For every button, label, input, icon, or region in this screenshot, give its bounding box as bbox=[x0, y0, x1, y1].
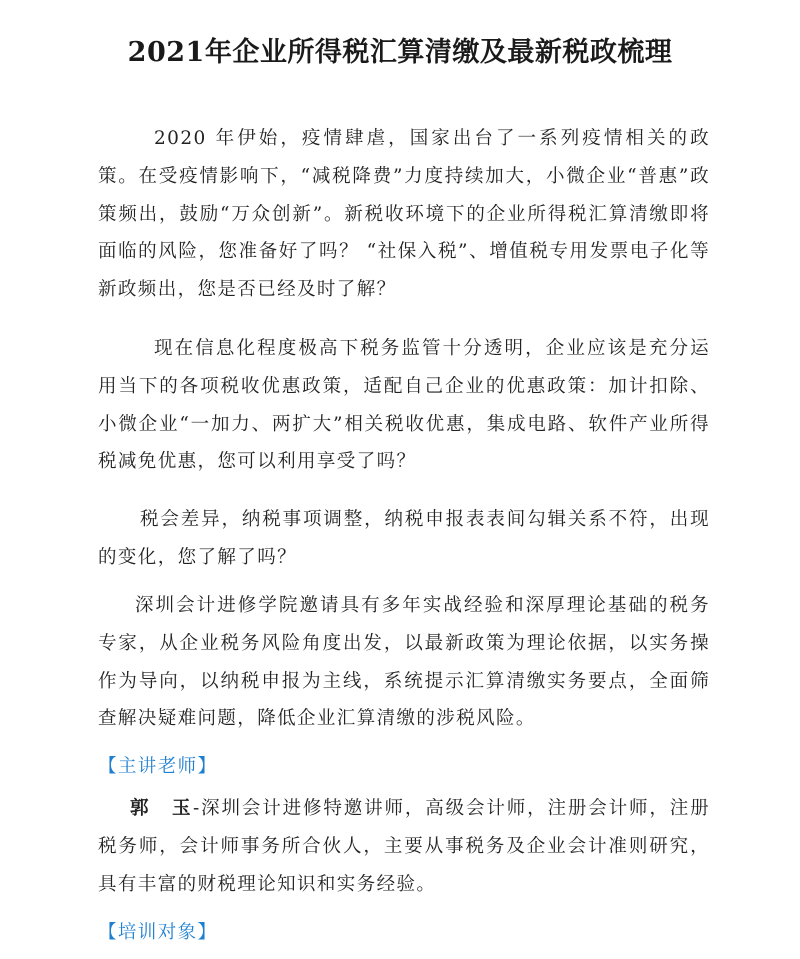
intro-paragraph: 2020 年伊始，疫情肆虐，国家出台了一系列疫情相关的政策。在受疫情影响下，“减税降费”力度持续加大，小微企业“普惠”政策频出，鼓励“万众创新”。新税收环境下的企业所得税汇算清缴即将面临的风险，您准备好了吗？ “社保入税”、增值税专用发票电子化等新政频出，您是否已经及时了解？ bbox=[98, 128, 710, 301]
course-description-paragraph: 深圳会计进修学院邀请具有多年实战经验和深厚理论基础的税务专家，从企业税务风险角度出发，以最新政策为理论依据，以实务操作为导向，以纳税申报为主线，系统提示汇算清缴实务要点，全面筛查解决疑难问题，降低企业汇算清缴的涉税风险。 bbox=[98, 595, 710, 730]
document-title: 2021年企业所得税汇算清缴及最新税政梳理 bbox=[127, 37, 673, 68]
audience-heading: 【培训对象】 bbox=[98, 922, 218, 943]
lecturer-bio: -深圳会计进修特邀讲师，高级会计师，注册会计师，注册税务师，会计师事务所合伙人，主要从事税务及企业会计准则研究，具有丰富的财税理论知识和实务经验。 bbox=[98, 798, 710, 895]
lecturer-heading: 【主讲老师】 bbox=[98, 756, 218, 777]
policy-paragraph: 现在信息化程度极高下税务监管十分透明，企业应该是充分运用当下的各项税收优惠政策，适配自己企业的优惠政策：加计扣除、小微企业“一加力、两扩大”相关税收优惠，集成电路、软件产业所得税减免优惠，您可以利用享受了吗？ bbox=[98, 338, 710, 473]
lecturer-paragraph bbox=[98, 790, 710, 903]
lecturer-name: 郭 玉 bbox=[130, 798, 193, 819]
tax-difference-paragraph: 税会差异，纳税事项调整，纳税申报表表间勾辑关系不符，出现的变化，您了解了吗？ bbox=[98, 509, 710, 568]
